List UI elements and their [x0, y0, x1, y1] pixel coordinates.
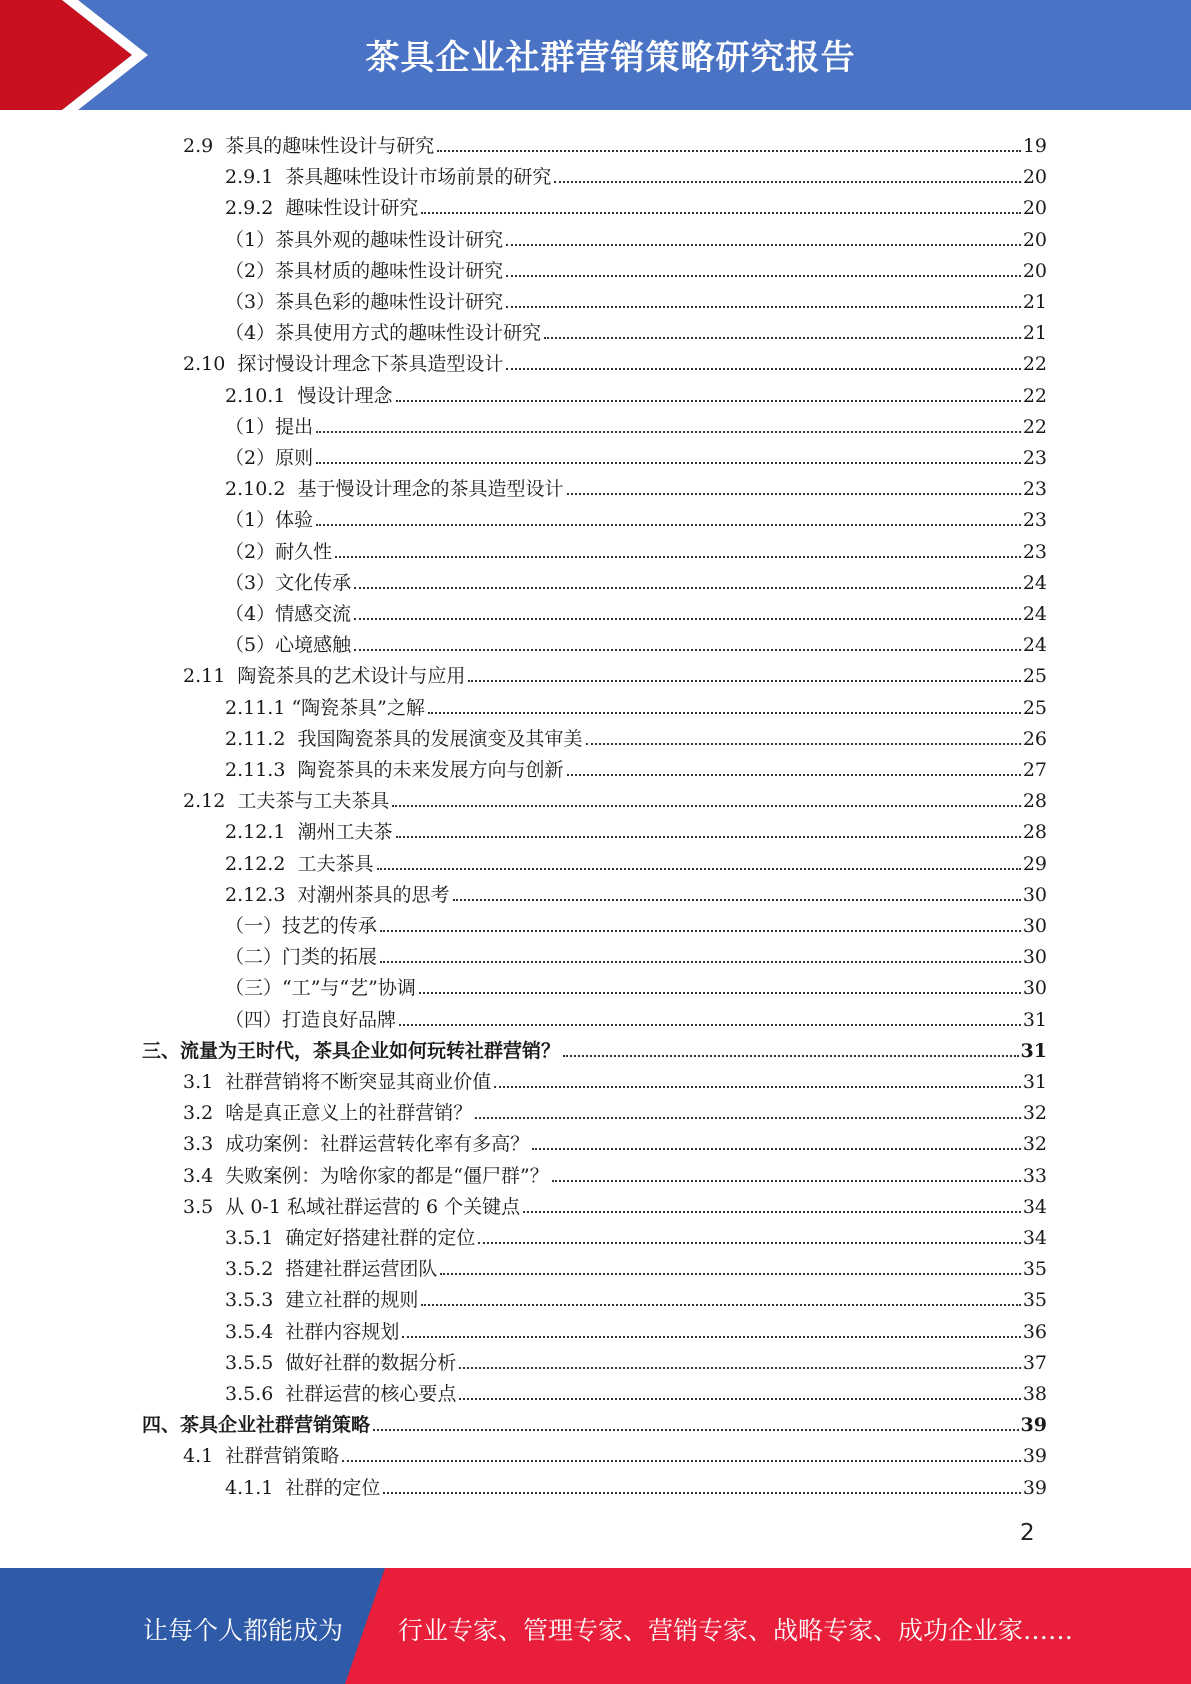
toc-entry[interactable] [183, 657, 1047, 688]
toc-entry-page: 35 [1022, 1258, 1047, 1281]
toc-leader-dots [544, 337, 1021, 339]
toc-entry[interactable] [225, 813, 1047, 844]
toc-entry-page: 20 [1022, 197, 1047, 220]
toc-leader-dots [506, 368, 1020, 370]
toc-leader-dots [552, 1180, 1021, 1182]
toc-leader-dots [494, 1086, 1021, 1088]
report-title: 茶具企业社群营销策略研究报告 [365, 38, 856, 78]
toc-entry-label: 2.10.1 慢设计理念 [225, 384, 393, 407]
toc-leader-dots [428, 712, 1021, 714]
toc-entry[interactable] [225, 283, 1047, 314]
toc-entry-label: 2.9.1 茶具趣味性设计市场前景的研究 [225, 166, 552, 189]
toc-entry[interactable] [183, 1063, 1047, 1094]
toc-entry-page: 25 [1022, 665, 1047, 688]
toc-entry-page: 39 [1022, 1445, 1047, 1468]
toc-entry-label: 3.5.2 搭建社群运营团队 [225, 1258, 438, 1281]
toc-entry[interactable] [183, 1157, 1047, 1188]
toc-entry-label: 2.10 探讨慢设计理念下茶具造型设计 [183, 353, 504, 376]
toc-entry-page: 30 [1022, 946, 1047, 969]
footer-slogan-left: 让每个人都能成为 [143, 1616, 344, 1645]
toc-entry-page: 20 [1022, 259, 1047, 282]
toc-entry[interactable] [183, 127, 1047, 158]
toc-entry-page: 19 [1022, 135, 1047, 157]
toc-entry-label: （4）茶具使用方式的趣味性设计研究 [225, 322, 542, 345]
toc-entry-label: 2.12.3 对潮州茶具的思考 [225, 883, 450, 906]
toc-entry-page: 39 [1022, 1476, 1047, 1499]
toc-entry-page: 20 [1022, 166, 1047, 189]
toc-entry-page: 25 [1022, 696, 1047, 719]
toc-leader-dots [421, 212, 1020, 214]
page-header [0, 0, 1191, 110]
toc-entry-page: 30 [1022, 915, 1047, 937]
toc-leader-dots [440, 1273, 1020, 1275]
toc-leader-dots [475, 1117, 1021, 1119]
toc-entry[interactable] [225, 408, 1047, 439]
toc-entry-page: 27 [1022, 759, 1047, 781]
toc-leader-dots [396, 400, 1021, 402]
toc-entry[interactable] [225, 252, 1047, 283]
toc-leader-dots [453, 899, 1021, 901]
toc-entry-label: 2.12.2 工夫茶具 [225, 852, 374, 875]
toc-leader-dots [354, 587, 1021, 589]
toc-entry-label: （1）茶具外观的趣味性设计研究 [225, 228, 504, 251]
toc-entry[interactable] [225, 720, 1047, 751]
toc-entry-label: （2）原则 [225, 447, 314, 469]
toc-entry[interactable] [142, 1406, 1047, 1437]
toc-leader-dots [567, 774, 1021, 776]
toc-entry[interactable] [183, 1125, 1047, 1156]
toc-entry[interactable] [225, 626, 1047, 657]
toc-leader-dots [554, 181, 1020, 183]
toc-entry-page: 26 [1022, 727, 1047, 750]
toc-entry[interactable] [225, 1313, 1047, 1344]
toc-entry-page: 32 [1022, 1102, 1047, 1125]
toc-entry[interactable] [225, 564, 1047, 595]
toc-entry-label: （2）茶具材质的趣味性设计研究 [225, 259, 504, 282]
toc-entry-page: 31 [1020, 1039, 1047, 1062]
toc-entry-label: 4.1 社群营销策略 [183, 1445, 340, 1468]
toc-leader-dots [396, 836, 1021, 838]
toc-entry[interactable] [225, 876, 1047, 907]
toc-entry-page: 22 [1022, 384, 1047, 407]
toc-leader-dots [532, 1148, 1021, 1150]
toc-entry[interactable] [225, 189, 1047, 220]
toc-entry[interactable] [225, 689, 1047, 720]
toc-entry[interactable] [225, 470, 1047, 501]
toc-entry[interactable] [183, 782, 1047, 813]
toc-entry-label: （一）技艺的传承 [225, 915, 378, 937]
toc-entry-label: （1）体验 [225, 509, 314, 532]
toc-entry-page: 24 [1022, 571, 1047, 594]
page-number: 2 [1020, 1520, 1035, 1546]
toc-leader-dots [421, 1304, 1020, 1306]
toc-entry-page: 37 [1022, 1351, 1047, 1374]
toc-leader-dots [506, 275, 1021, 277]
page-footer [0, 1568, 1191, 1684]
toc-leader-dots [506, 306, 1021, 308]
toc-entry[interactable] [225, 1344, 1047, 1375]
toc-entry-page: 35 [1022, 1289, 1047, 1312]
footer-slogan-right: 行业专家、管理专家、营销专家、战略专家、成功企业家…… [398, 1616, 1074, 1645]
toc-entry-label: （二）门类的拓展 [225, 946, 378, 969]
toc-leader-dots [342, 1460, 1021, 1462]
toc-entry-page: 33 [1022, 1164, 1047, 1187]
toc-entry[interactable] [225, 595, 1047, 626]
toc-entry[interactable] [225, 501, 1047, 532]
toc-entry-label: （3）茶具色彩的趣味性设计研究 [225, 291, 504, 313]
toc-leader-dots [316, 462, 1021, 464]
toc-leader-dots [373, 1429, 1019, 1431]
toc-entry[interactable] [225, 938, 1047, 969]
toc-entry[interactable] [225, 158, 1047, 189]
toc-entry-label: 2.9.2 趣味性设计研究 [225, 197, 419, 220]
toc-entry-label: （5）心境感触 [225, 634, 352, 657]
toc-leader-dots [380, 961, 1021, 963]
toc-entry-label: 四、茶具企业社群营销策略 [142, 1414, 371, 1437]
toc-entry-label: 3.5.4 社群内容规划 [225, 1320, 400, 1343]
toc-entry-page: 34 [1022, 1227, 1047, 1249]
toc-entry[interactable] [225, 1001, 1047, 1032]
toc-leader-dots [459, 1367, 1020, 1369]
toc-entry-page: 21 [1022, 322, 1047, 345]
toc-entry[interactable] [225, 751, 1047, 782]
toc-leader-dots [335, 556, 1021, 558]
toc-entry[interactable] [142, 1032, 1047, 1063]
toc-entry-page: 23 [1022, 509, 1047, 532]
toc-entry-label: 2.11 陶瓷茶具的艺术设计与应用 [183, 665, 466, 688]
toc-entry-page: 38 [1022, 1383, 1047, 1405]
toc-entry-page: 23 [1022, 478, 1047, 501]
toc-entry[interactable] [183, 1188, 1047, 1219]
toc-entry-label: 3.5.6 社群运营的核心要点 [225, 1383, 457, 1405]
toc-leader-dots [567, 493, 1021, 495]
toc-entry-page: 32 [1022, 1133, 1047, 1156]
toc-entry-label: 3.2 啥是真正意义上的社群营销？ [183, 1102, 473, 1125]
toc-entry-label: 2.11.1 “陶瓷茶具”之解 [225, 696, 425, 719]
toc-leader-dots [478, 1242, 1020, 1244]
toc-entry-page: 20 [1022, 228, 1047, 251]
toc-entry[interactable] [225, 907, 1047, 938]
toc-entry-label: 2.9 茶具的趣味性设计与研究 [183, 135, 435, 157]
toc-entry[interactable] [183, 1437, 1047, 1468]
toc-entry-page: 22 [1022, 353, 1047, 376]
toc-leader-dots [586, 743, 1021, 745]
toc-entry-label: 三、流量为王时代，茶具企业如何玩转社群营销？ [142, 1039, 561, 1062]
toc-entry-label: 2.12 工夫茶与工夫茶具 [183, 790, 390, 813]
toc-leader-dots [399, 1024, 1021, 1026]
toc-entry[interactable] [225, 1375, 1047, 1406]
toc-entry-page: 36 [1022, 1320, 1047, 1343]
toc-leader-dots [354, 649, 1021, 651]
toc-entry-label: 3.3 成功案例：社群运营转化率有多高？ [183, 1133, 530, 1156]
toc-leader-dots [437, 150, 1021, 152]
toc-entry[interactable] [225, 1250, 1047, 1281]
toc-entry-label: （4）情感交流 [225, 603, 352, 625]
toc-entry[interactable] [225, 969, 1047, 1000]
toc-entry-label: 3.5.3 建立社群的规则 [225, 1289, 419, 1312]
toc-entry[interactable] [183, 345, 1047, 376]
toc-entry-page: 39 [1020, 1414, 1047, 1437]
toc-leader-dots [383, 1492, 1020, 1494]
toc-entry-page: 28 [1022, 790, 1047, 813]
toc-leader-dots [377, 868, 1021, 870]
toc-entry-page: 30 [1022, 883, 1047, 906]
toc-entry-label: 3.1 社群营销将不断突显其商业价值 [183, 1071, 492, 1093]
toc-entry-page: 31 [1022, 1071, 1047, 1093]
toc-entry-page: 23 [1022, 540, 1047, 563]
toc-entry-label: 2.12.1 潮州工夫茶 [225, 821, 393, 844]
toc-entry-label: 3.4 失败案例：为啥你家的都是“僵尸群”？ [183, 1164, 549, 1187]
toc-entry-label: 3.5 从 0-1 私域社群运营的 6 个关键点 [183, 1195, 521, 1218]
toc-leader-dots [402, 1336, 1020, 1338]
toc-entry-page: 31 [1022, 1008, 1047, 1031]
toc-leader-dots [563, 1055, 1019, 1057]
toc-entry-label: 2.11.2 我国陶瓷茶具的发展演变及其审美 [225, 727, 583, 750]
toc-entry-page: 34 [1022, 1195, 1047, 1218]
toc-entry-label: （2）耐久性 [225, 540, 333, 563]
toc-entry[interactable] [225, 439, 1047, 470]
toc-leader-dots [419, 992, 1021, 994]
toc-entry-label: （四）打造良好品牌 [225, 1008, 397, 1031]
toc-entry-label: 3.5.1 确定好搭建社群的定位 [225, 1227, 476, 1249]
toc-leader-dots [316, 524, 1021, 526]
toc-entry-page: 21 [1022, 291, 1047, 313]
toc-entry-label: 2.10.2 基于慢设计理念的茶具造型设计 [225, 478, 564, 501]
toc-entry-page: 28 [1022, 821, 1047, 844]
toc-entry-label: （3）文化传承 [225, 571, 352, 594]
toc-leader-dots [392, 805, 1020, 807]
toc-entry[interactable] [225, 845, 1047, 876]
toc-entry[interactable] [225, 1219, 1047, 1250]
toc-entry-page: 30 [1022, 977, 1047, 1000]
toc-entry-page: 24 [1022, 603, 1047, 625]
toc-entry-label: 4.1.1 社群的定位 [225, 1476, 381, 1499]
toc-entry[interactable] [225, 533, 1047, 564]
toc-entry[interactable] [225, 1281, 1047, 1312]
toc-entry-label: （三）“工”与“艺”协调 [225, 977, 416, 1000]
toc-entry-page: 24 [1022, 634, 1047, 657]
toc-leader-dots [523, 1211, 1021, 1213]
toc-leader-dots [468, 680, 1020, 682]
toc-entry[interactable] [225, 377, 1047, 408]
toc-entry-label: 2.11.3 陶瓷茶具的未来发展方向与创新 [225, 759, 564, 781]
toc-entry-page: 23 [1022, 447, 1047, 469]
toc-leader-dots [459, 1398, 1020, 1400]
toc-entry[interactable] [225, 221, 1047, 252]
toc-entry-label: （1）提出 [225, 415, 314, 438]
toc-entry-label: 3.5.5 做好社群的数据分析 [225, 1351, 457, 1374]
toc-entry-page: 29 [1022, 852, 1047, 875]
toc-entry-page: 22 [1022, 415, 1047, 438]
toc-leader-dots [506, 244, 1021, 246]
toc-entry[interactable] [225, 1469, 1047, 1500]
toc-leader-dots [316, 431, 1021, 433]
toc-entry[interactable] [225, 314, 1047, 345]
toc-leader-dots [380, 930, 1021, 932]
toc-leader-dots [354, 618, 1021, 620]
toc-entry[interactable] [183, 1094, 1047, 1125]
